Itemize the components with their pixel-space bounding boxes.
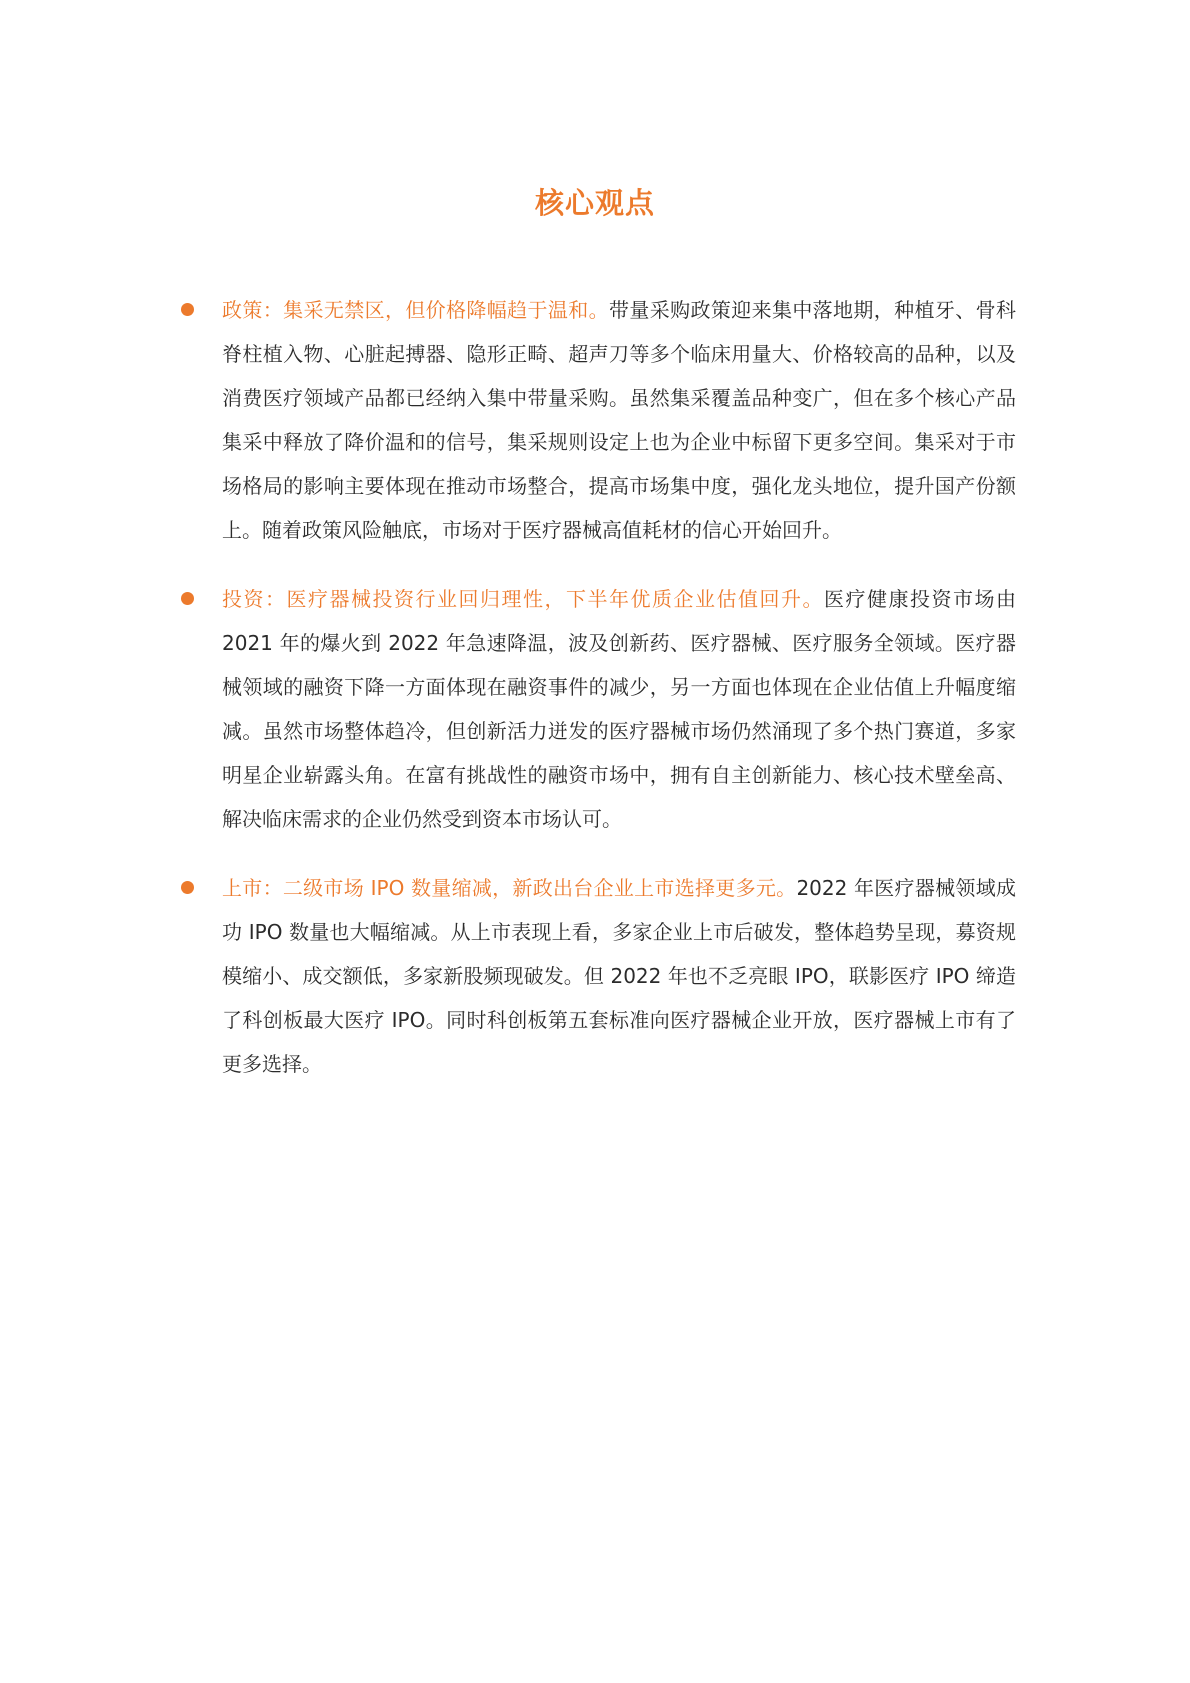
key-points-list (178, 288, 1016, 1111)
page-title: 核心观点 (534, 186, 655, 220)
key-point-body: 医疗健康投资市场由 2021 年的爆火到 2022 年急速降温，波及创新药、医疗器械、医疗服务全领域。医疗器械领域的融资下降一方面体现在融资事件的减少，另一方面也体现在企业估值上升幅度缩减。虽然市场整体趋冷，但创新活力迸发的医疗器械市场仍然涌现了多个热门赛道，多家明星企业崭露头角。在富有挑战性的融资市场中，拥有自主创新能力、核心技术壁垒高、解决临床需求的企业仍然受到资本市场认可。 (222, 587, 1016, 831)
key-point-investment (178, 577, 1016, 841)
key-point-lead: 上市：二级市场 IPO 数量缩减，新政出台企业上市选择更多元。 (222, 876, 797, 900)
key-point-lead: 投资：医疗器械投资行业回归理性，下半年优质企业估值回升。 (222, 587, 824, 611)
key-point-listing (178, 866, 1016, 1086)
key-point-body: 带量采购政策迎来集中落地期，种植牙、骨科脊柱植入物、心脏起搏器、隐形正畸、超声刀等多个临床用量大、价格较高的品种，以及消费医疗领域产品都已经纳入集中带量采购。虽然集采覆盖品种变广，但在多个核心产品集采中释放了降价温和的信号，集采规则设定上也为企业中标留下更多空间。集采对于市场格局的影响主要体现在推动市场整合，提高市场集中度，强化龙头地位，提升国产份额上。随着政策风险触底，市场对于医疗器械高值耗材的信心开始回升。 (222, 298, 1016, 542)
key-point-lead: 政策：集采无禁区，但价格降幅趋于温和。 (222, 298, 609, 322)
bullet-dot-icon (181, 592, 194, 605)
bullet-dot-icon (181, 303, 194, 316)
key-point-policy (178, 288, 1016, 552)
bullet-dot-icon (181, 881, 194, 894)
key-point-body: 2022 年医疗器械领域成功 IPO 数量也大幅缩减。从上市表现上看，多家企业上市后破发，整体趋势呈现，募资规模缩小、成交额低，多家新股频现破发。但 2022 年也不乏亮眼 IPO，联影医疗 IPO 缔造了科创板最大医疗 IPO。同时科创板第五套标准向医疗器械企业开放，医疗器械上市有了更多选择。 (222, 876, 1016, 1076)
